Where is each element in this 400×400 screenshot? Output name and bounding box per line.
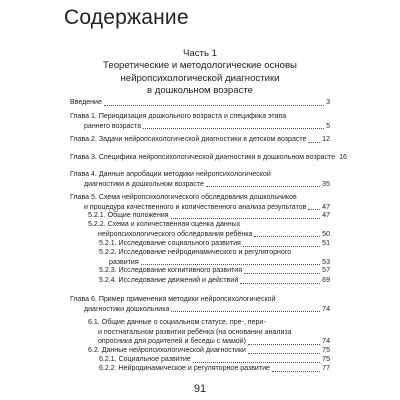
- toc-entry-title: и процедура качественного и количественного анализа результатов: [84, 203, 307, 211]
- toc-entry[interactable]: [0, 266, 400, 276]
- toc-page-number: 47: [322, 212, 330, 219]
- toc-entry-title: 6.2. Данные нейропсихологической диагностики: [88, 347, 246, 354]
- toc-page-number: 74: [322, 305, 330, 313]
- toc-entry[interactable]: [0, 295, 400, 314]
- toc-page-number: 5: [326, 122, 330, 130]
- page-number: 91: [193, 383, 207, 395]
- toc-entry-title: 5.2.3. Исследование когнитивного развития: [99, 267, 243, 274]
- toc-entry[interactable]: [0, 248, 400, 267]
- toc-entry-title: нейропсихологического обследования ребёнка: [98, 230, 253, 238]
- part-number: Часть 1: [183, 48, 217, 59]
- dot-leader: [141, 264, 321, 265]
- toc-page-number: 74: [322, 338, 330, 345]
- dot-leader: [308, 209, 320, 210]
- toc-entry-title: и постнатальном развитии ребёнка (на основании анализа: [98, 328, 292, 336]
- toc-entry-title: Глава 5. Схема нейропсихологического обследования дошкольников: [70, 194, 297, 201]
- toc-entry-title: раннего возраста: [84, 122, 141, 130]
- part-title-line: нейропсихологической диагностики: [120, 72, 280, 84]
- toc-entry[interactable]: [0, 112, 400, 131]
- toc-entry-title: Глава 2. Задачи нейропсихологической диагностики в детском возрасте: [70, 136, 307, 143]
- toc-page-number: 16: [339, 154, 347, 161]
- dot-leader: [171, 311, 320, 312]
- dot-leader: [104, 105, 324, 106]
- toc-entry[interactable]: [0, 364, 400, 374]
- toc-entry-title: Введение: [70, 99, 102, 106]
- toc-page-number: 50: [322, 230, 330, 238]
- toc-entry[interactable]: [0, 276, 400, 286]
- toc-entry-title: диагностики в дошкольном возрасте: [84, 180, 204, 188]
- toc-entry[interactable]: [0, 135, 400, 145]
- toc-entry-title: 5.2.1. Общие положения: [88, 212, 169, 219]
- dot-leader: [244, 273, 320, 274]
- toc-page-number: 53: [322, 258, 330, 266]
- toc-page-number: 3: [326, 99, 330, 106]
- dot-leader: [272, 371, 320, 372]
- dot-leader: [248, 353, 320, 354]
- toc-page-number: 12: [322, 136, 330, 143]
- dot-leader: [254, 236, 320, 237]
- dot-leader: [240, 283, 320, 284]
- toc-entry[interactable]: [0, 193, 400, 212]
- toc-entry[interactable]: [0, 170, 400, 189]
- toc-entry[interactable]: [0, 153, 400, 163]
- dot-leader: [171, 218, 321, 219]
- toc-entry-title: 6.2.2. Нейродинамическое и регуляторное развитие: [99, 365, 270, 372]
- toc-entry-title: Глава 6. Пример применения методики нейропсихологической: [70, 296, 276, 303]
- toc-entry-title: 5.2.4. Исследование движений и действий: [99, 277, 239, 284]
- toc-entry-title: 5.2.1. Исследование социального развития: [99, 240, 241, 247]
- dot-leader: [308, 142, 320, 143]
- toc-page-number: 35: [322, 180, 330, 188]
- toc-entry-title: 5.2.2. Схема и количественная оценка данных: [88, 221, 241, 228]
- part-title-line: Теоретические и методологические основы: [103, 60, 297, 72]
- toc-entry[interactable]: [0, 98, 400, 108]
- toc-entry-title: развития: [109, 258, 139, 266]
- part-title-line: в дошкольном возрасте: [146, 85, 254, 97]
- page-title: Содержание: [64, 6, 189, 29]
- toc-page-number: 47: [322, 203, 330, 211]
- dot-leader: [248, 344, 320, 345]
- toc-page-number: 69: [322, 277, 330, 284]
- toc-page-number: 77: [322, 365, 330, 372]
- toc-entry-title: Глава 1. Периодизация дошкольного возраста и специфика этапа: [70, 113, 287, 120]
- toc-entry-title: Глава 4. Данные апробации методики нейропсихологической: [70, 171, 271, 178]
- toc-entry[interactable]: [0, 220, 400, 239]
- toc-page-number: 57: [322, 267, 330, 274]
- toc-entry-title: Глава 3. Специфика нейропсихологической диагностики в дошкольном возрасте: [70, 154, 336, 161]
- toc-entry-title: опросника для родителей и беседы с мамой): [98, 338, 247, 345]
- dot-leader: [243, 246, 320, 247]
- dot-leader: [206, 186, 320, 187]
- toc-entry[interactable]: [0, 318, 400, 347]
- toc-entry-title: 5.2.2. Исследование нейродинамического и регуляторного: [99, 249, 292, 256]
- toc-page-number: 75: [322, 347, 330, 354]
- dot-leader: [143, 128, 324, 129]
- part-heading: [66, 48, 334, 98]
- toc-entry-title: 6.1. Общие данные о социальном статусе, пре-, пери-: [88, 319, 266, 326]
- toc-page-number: 51: [322, 240, 330, 247]
- dot-leader: [193, 362, 320, 363]
- toc-entry-title: 6.2.1. Социальное развитие: [99, 356, 191, 363]
- toc-entry-title: диагностики дошкольника: [84, 305, 170, 313]
- toc-page-number: 75: [322, 356, 330, 363]
